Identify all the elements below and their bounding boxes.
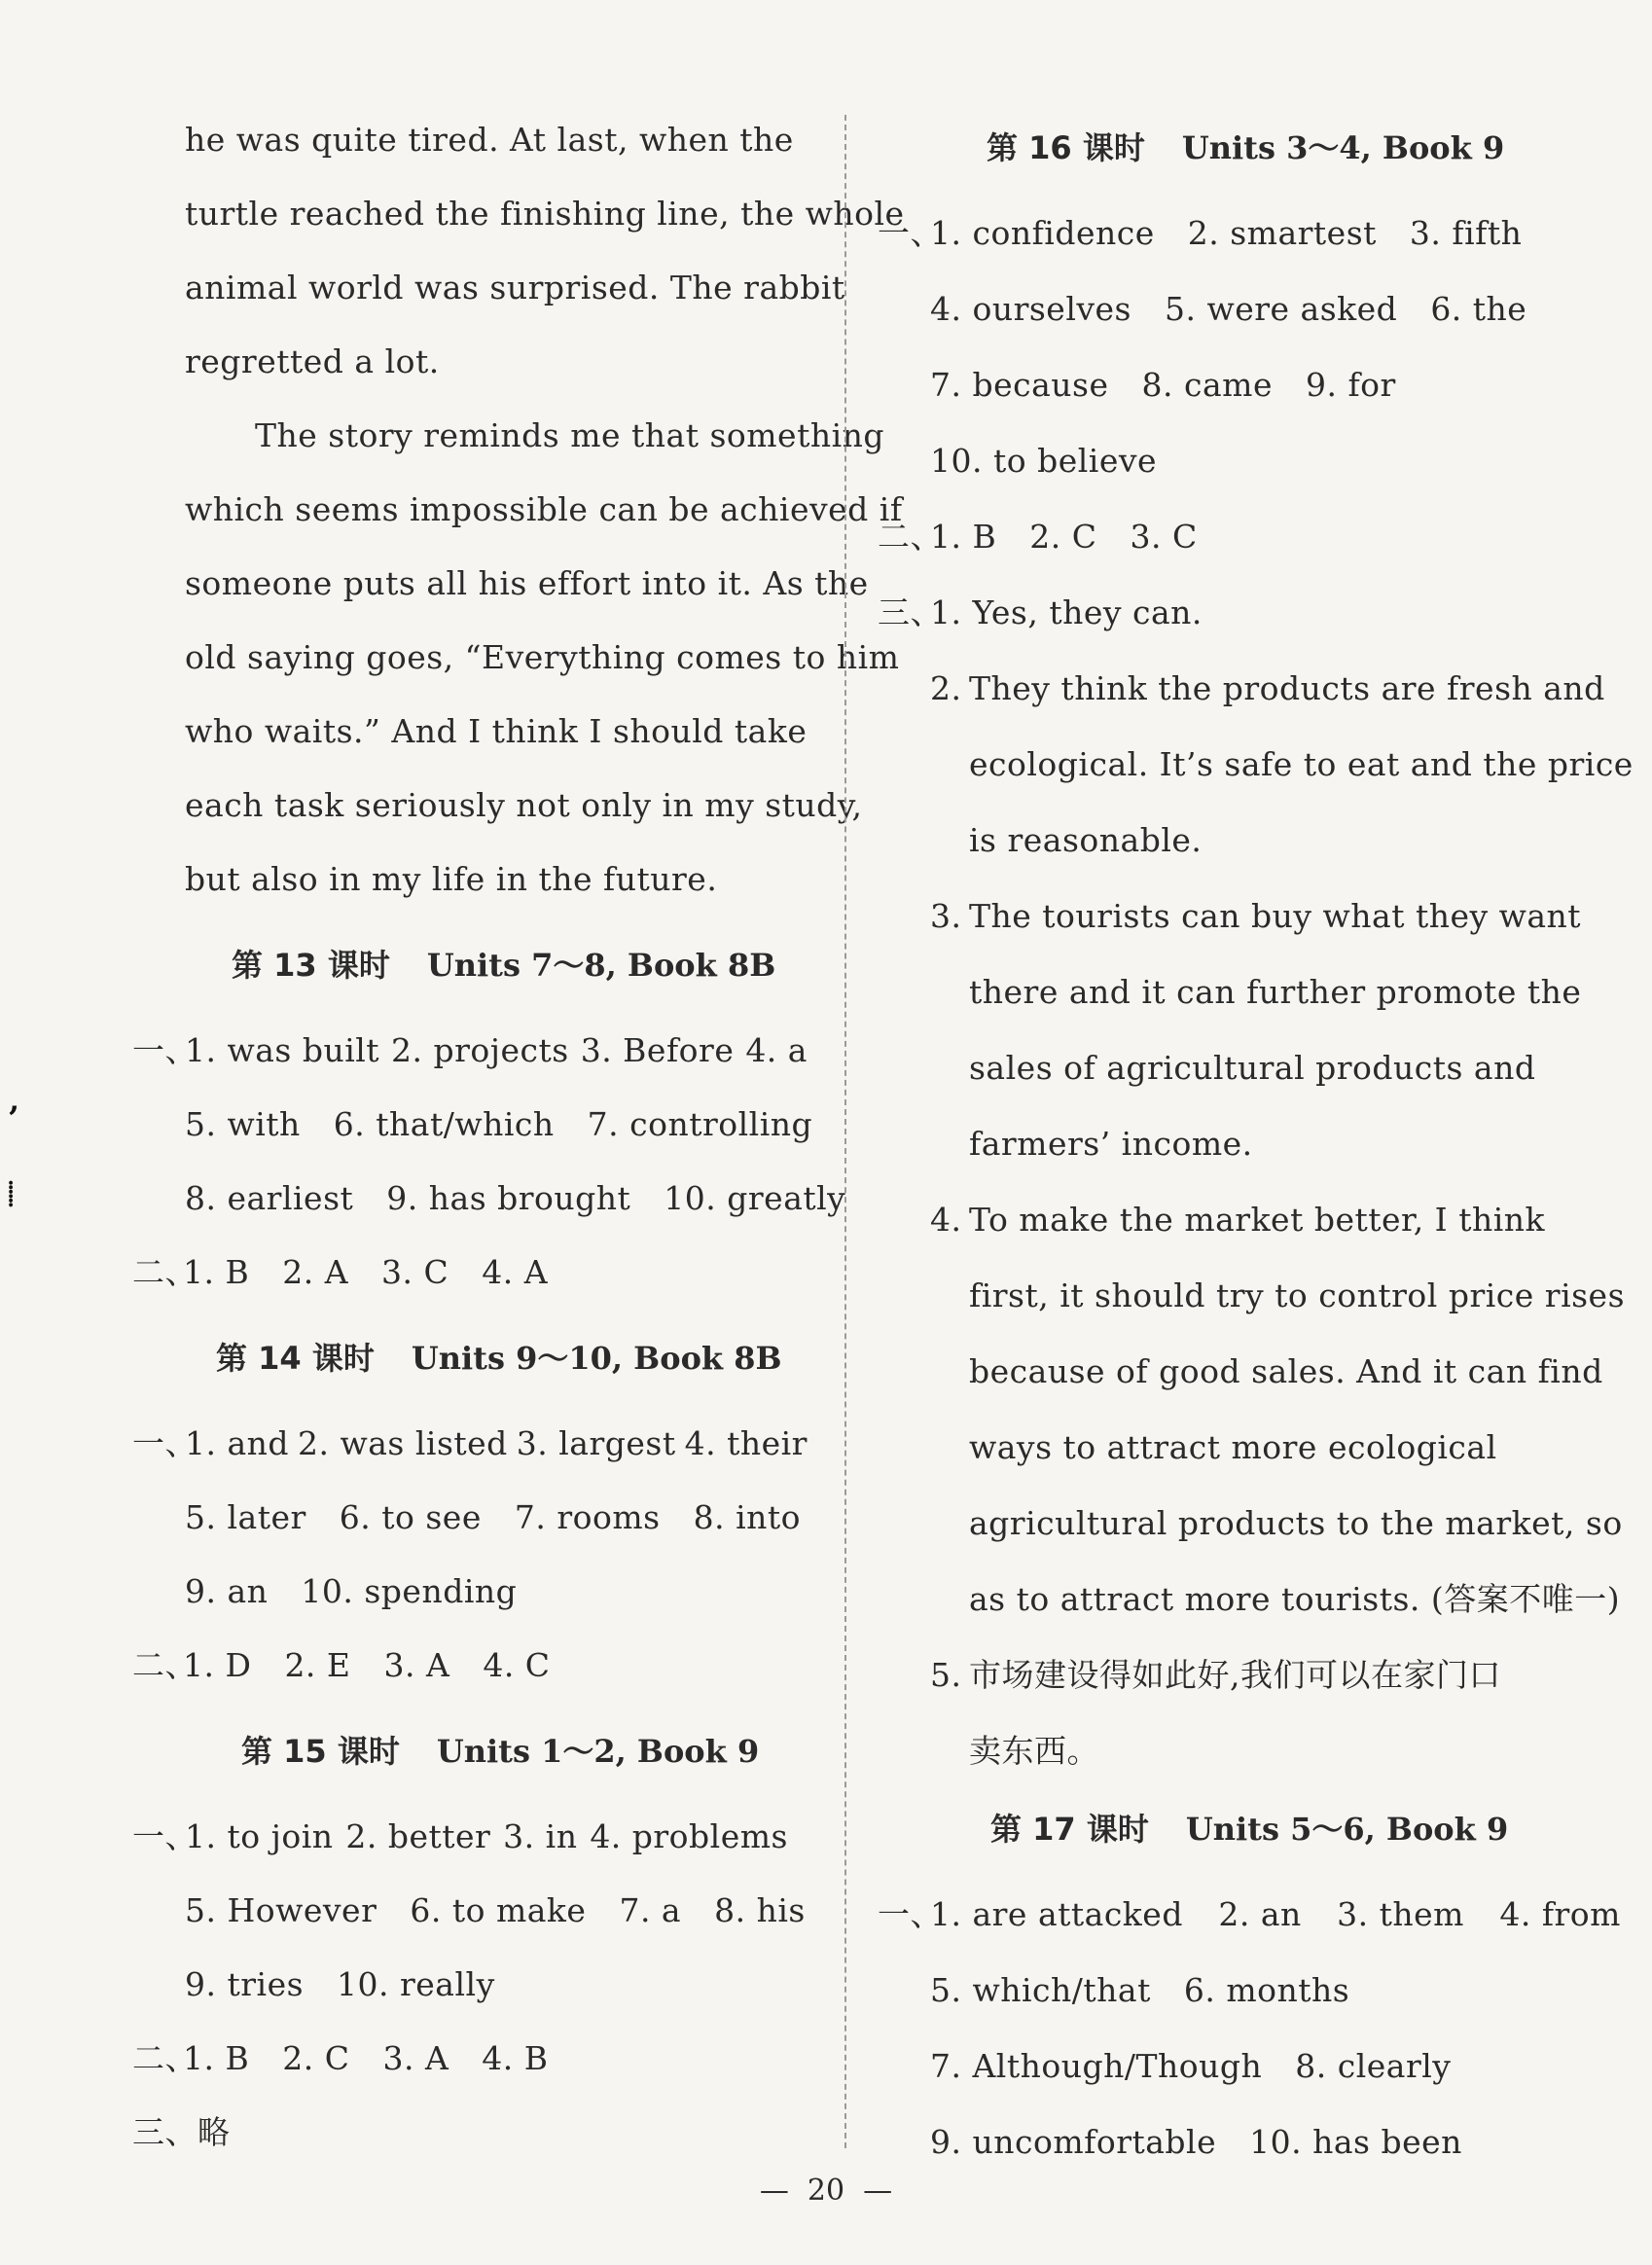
- essay-line: The story reminds me that something: [255, 416, 885, 454]
- section-3-marker: 三、: [878, 593, 943, 631]
- section-2-marker: 二、: [132, 1253, 198, 1291]
- section-1-marker: 一、: [878, 1895, 943, 1933]
- answer-row: 5. However 6. to make 7. a 8. his: [185, 1891, 806, 1929]
- section-2-marker: 二、: [132, 2039, 198, 2077]
- section-3-marker: 三、略: [132, 2113, 231, 2151]
- lesson-13-heading: 第 13 课时 Units 7～8, Book 8B: [232, 947, 776, 984]
- question-number: 3.: [930, 897, 962, 935]
- answer-line: 卖东西。: [969, 1732, 1099, 1770]
- page-number: — 20 —: [759, 2174, 893, 2208]
- lesson-14-heading: 第 14 课时 Units 9～10, Book 8B: [216, 1340, 782, 1377]
- section-1-marker: 一、: [132, 1031, 198, 1069]
- column-divider: [844, 115, 846, 2148]
- lesson-15-heading: 第 15 课时 Units 1～2, Book 9: [241, 1733, 760, 1770]
- answer-line: They think the products are fresh and: [969, 669, 1605, 707]
- question-number: 5.: [930, 1656, 962, 1694]
- essay-line: each task seriously not only in my study,: [185, 786, 863, 824]
- answer-row: 1. was built 2. projects 3. Before 4. a: [185, 1031, 808, 1069]
- section-1-marker: 一、: [132, 1817, 198, 1855]
- answer-row: 8. earliest 9. has brought 10. greatly: [185, 1179, 846, 1217]
- essay-line: but also in my life in the future.: [185, 860, 718, 898]
- answer-line: as to attract more tourists. (答案不唯一): [969, 1580, 1621, 1618]
- choice-answers: 1. D 2. E 3. A 4. C: [183, 1646, 551, 1684]
- margin-mark: ’: [8, 1099, 19, 1138]
- essay-line: animal world was surprised. The rabbit: [185, 269, 845, 306]
- essay-line: who waits.” And I think I should take: [185, 712, 808, 750]
- section-2-marker: 二、: [878, 518, 943, 556]
- choice-answers: 1. B 2. A 3. C 4. A: [183, 1253, 549, 1291]
- answer-row: 4. ourselves 5. were asked 6. the: [930, 290, 1527, 328]
- answer-line: To make the market better, I think: [969, 1201, 1546, 1239]
- essay-line: he was quite tired. At last, when the: [185, 121, 794, 159]
- answer-row: 9. uncomfortable 10. has been: [930, 2123, 1462, 2161]
- essay-line: old saying goes, “Everything comes to him: [185, 638, 900, 676]
- question-number: 2.: [930, 669, 962, 707]
- margin-mark: ⸽: [8, 1179, 15, 1207]
- lesson-16-heading: 第 16 课时 Units 3～4, Book 9: [987, 129, 1505, 166]
- question-number: 4.: [930, 1201, 962, 1239]
- answer-row: 1. to join 2. better 3. in 4. problems: [185, 1817, 788, 1855]
- answer-line: first, it should try to control price rises: [969, 1276, 1626, 1314]
- answer-row: 5. with 6. that/which 7. controlling: [185, 1105, 813, 1143]
- choice-answers: 1. B 2. C 3. C: [930, 518, 1198, 556]
- answer-row: 1. are attacked 2. an 3. them 4. from: [930, 1895, 1621, 1933]
- answer-line: 市场建设得如此好,我们可以在家门口: [969, 1656, 1501, 1694]
- essay-line: regretted a lot.: [185, 342, 440, 380]
- question-answer: 1. Yes, they can.: [930, 593, 1203, 631]
- answer-line: because of good sales. And it can find: [969, 1352, 1603, 1390]
- essay-line: which seems impossible can be achieved if: [185, 490, 903, 528]
- answer-row: 1. confidence 2. smartest 3. fifth: [930, 214, 1523, 252]
- answer-row: 9. an 10. spending: [185, 1572, 518, 1610]
- answer-row: 5. later 6. to see 7. rooms 8. into: [185, 1498, 802, 1536]
- answer-row: 1. and 2. was listed 3. largest 4. their: [185, 1424, 808, 1462]
- section-1-marker: 一、: [878, 214, 943, 252]
- answer-line: ecological. It’s safe to eat and the price: [969, 745, 1634, 783]
- answer-row: 7. because 8. came 9. for: [930, 366, 1396, 404]
- answer-line: agricultural products to the market, so: [969, 1504, 1623, 1542]
- answer-line: The tourists can buy what they want: [969, 897, 1582, 935]
- section-2-marker: 二、: [132, 1646, 198, 1684]
- answer-row: 5. which/that 6. months: [930, 1971, 1350, 2009]
- answer-row: 10. to believe: [930, 442, 1158, 480]
- answer-row: 9. tries 10. really: [185, 1965, 495, 2003]
- answer-line: is reasonable.: [969, 821, 1203, 859]
- lesson-17-heading: 第 17 课时 Units 5～6, Book 9: [990, 1811, 1509, 1848]
- answer-line: farmers’ income.: [969, 1125, 1253, 1163]
- answer-row: 7. Although/Though 8. clearly: [930, 2047, 1452, 2085]
- essay-line: turtle reached the finishing line, the whole: [185, 195, 905, 233]
- choice-answers: 1. B 2. C 3. A 4. B: [183, 2039, 549, 2077]
- answer-line: sales of agricultural products and: [969, 1049, 1536, 1087]
- answer-line: there and it can further promote the: [969, 973, 1582, 1011]
- answer-line: ways to attract more ecological: [969, 1428, 1497, 1466]
- essay-line: someone puts all his effort into it. As the: [185, 564, 869, 602]
- section-1-marker: 一、: [132, 1424, 198, 1462]
